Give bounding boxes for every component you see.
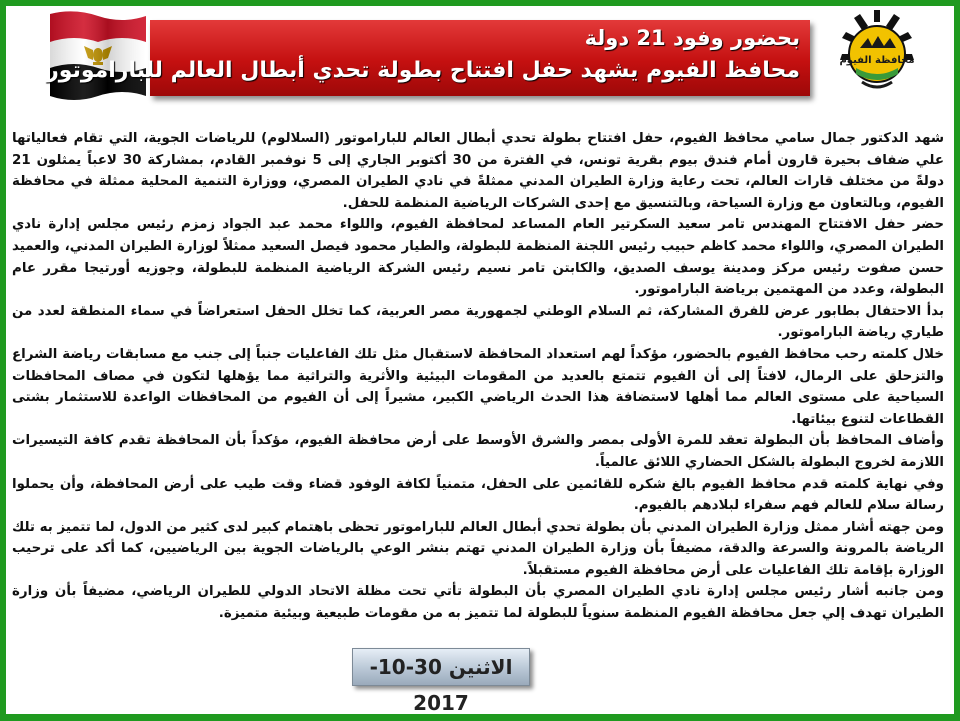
article-body bbox=[12, 128, 944, 628]
article-paragraph: ومن جانبه أشار رئيس مجلس إدارة نادي الطيران المصري بأن البطولة تأتي تحت مظلة الاتحاد الدولي للطيران الرياضي، مضيفاً بأن وزارة الطيران تهدف إلي جعل محافظة الفيوم المنظمة سنوياً للبطولة لما تتميز به من مقومات طبيعية وبيئية متميزة. bbox=[12, 584, 944, 622]
headline-title: محافظ الفيوم يشهد حفل افتتاح بطولة تحدي أبطال العالم للباراموتور bbox=[46, 58, 800, 83]
article-paragraph: شهد الدكتور جمال سامي محافظ الفيوم، حفل افتتاح بطولة تحدي أبطال العالم للباراموتور (السلالوم) للرياضات الجوية، التي تقام فعالياتها علي ضفاف بحيرة قارون أمام فندق بيوم بقرية تونس، في الفترة من 30 أكتوبر الجاري إلى 5 نوفمبر القادم، بمشاركة 30 لاعباً يمثلون 21 دولةً من مختلف قارات العالم، تحت رعاية وزارة الطيران المدني ممثلةً في نادي الطيران المصري، ووزارة التنمية المحلية ممثلة في محافظة الفيوم، وبالتعاون مع وزارة السياحة، وبالتنسيق مع إحدى الشركات الرياضية المنظمة للحفل. bbox=[12, 131, 944, 211]
governorate-emblem-text: محافظة الفيوم bbox=[839, 55, 915, 66]
egypt-flag-icon bbox=[44, 8, 152, 102]
article-paragraph: بدأ الاحتفال بطابور عرض للفرق المشاركة، ثم السلام الوطني لجمهورية مصر العربية، كما تخلل الحفل استعراضاً في سماء المنطقة لعدد من طياري رياضة الباراموتور. bbox=[12, 303, 944, 341]
article-paragraph: حضر حفل الافتتاح المهندس تامر سعيد السكرتير العام المساعد لمحافظة الفيوم، واللواء محمد عبد الجواد زمزم رئيس مجلس إدارة نادي الطيران المصري، واللواء محمد كاظم حبيب رئيس اللجنة المنظمة للبطولة، والطيار محمود فيصل السعيد ممثلاً لوزارة الطيران المدني، والعميد حسن صفوت رئيس مركز ومدينة يوسف الصديق، والكابتن تامر نسيم رئيس الشركة الرياضية المنظمة للبطولة، وجوزيه أورتيجا مقرر عام البطولة، وعدد من المهتمين برياضة الباراموتور. bbox=[12, 217, 944, 298]
article-paragraph: خلال كلمته رحب محافظ الفيوم بالحضور، مؤكداً لهم استعداد المحافظة لاستقبال مثل تلك الفاعليات جنباً إلى جنب مع مسابقات رياضة الشراع والتزحلق على الرمال، لافتاً إلى أن الفيوم تتمتع بالعديد من المقومات البيئية والأثرية والتراثية مما يؤهلها لتكون في مصاف المحافظات السياحية على مستوى العالم مما أهلها لاستضافة هذا الحدث الرياضي الكبير، مشيراً إلى أن الفيوم من المحافظات الواعدة للاستثمار بشتى القطاعات لتنوع بيئاتها. bbox=[12, 346, 944, 427]
article-paragraph: ومن جهته أشار ممثل وزارة الطيران المدني بأن بطولة تحدي أبطال العالم للباراموتور تحظى باهتمام كبير لدى كثير من الدول، لما تتميز به تلك الرياضة بالمرونة والسرعة والدقة، مضيفاً بأن وزارة الطيران المدني تهتم بنشر الوعي بالرياضات الجوية بين الرياضيين، كما أكد على ترحيب الوزارة بإقامة تلك الفاعليات على أرض محافظة الفيوم مستقبلاً. bbox=[12, 519, 944, 578]
article-paragraph: وأضاف المحافظ بأن البطولة تعقد للمرة الأولى بمصر والشرق الأوسط على أرض محافظة الفيوم، مؤكداً بأن المحافظة تقدم كافة التيسيرات اللازمة لخروج البطولة بالشكل الحضاري اللائق عالمياً. bbox=[12, 433, 944, 470]
headline-subtitle: بحضور وفود 21 دولة bbox=[584, 26, 800, 50]
article-paragraph: وفي نهاية كلمته قدم محافظ الفيوم بالغ شكره للقائمين على الحفل، متمنياً لكافة الوفود قضاء وقت طيب على أرض المحافظة، وأن يحملوا رسالة سلام للعالم فهم سفراء لبلادهم بالفيوم. bbox=[12, 476, 944, 514]
headline-banner bbox=[46, 20, 810, 96]
governorate-emblem-icon bbox=[838, 8, 916, 94]
article-date: الاثنين 30-10-2017 bbox=[352, 648, 530, 686]
